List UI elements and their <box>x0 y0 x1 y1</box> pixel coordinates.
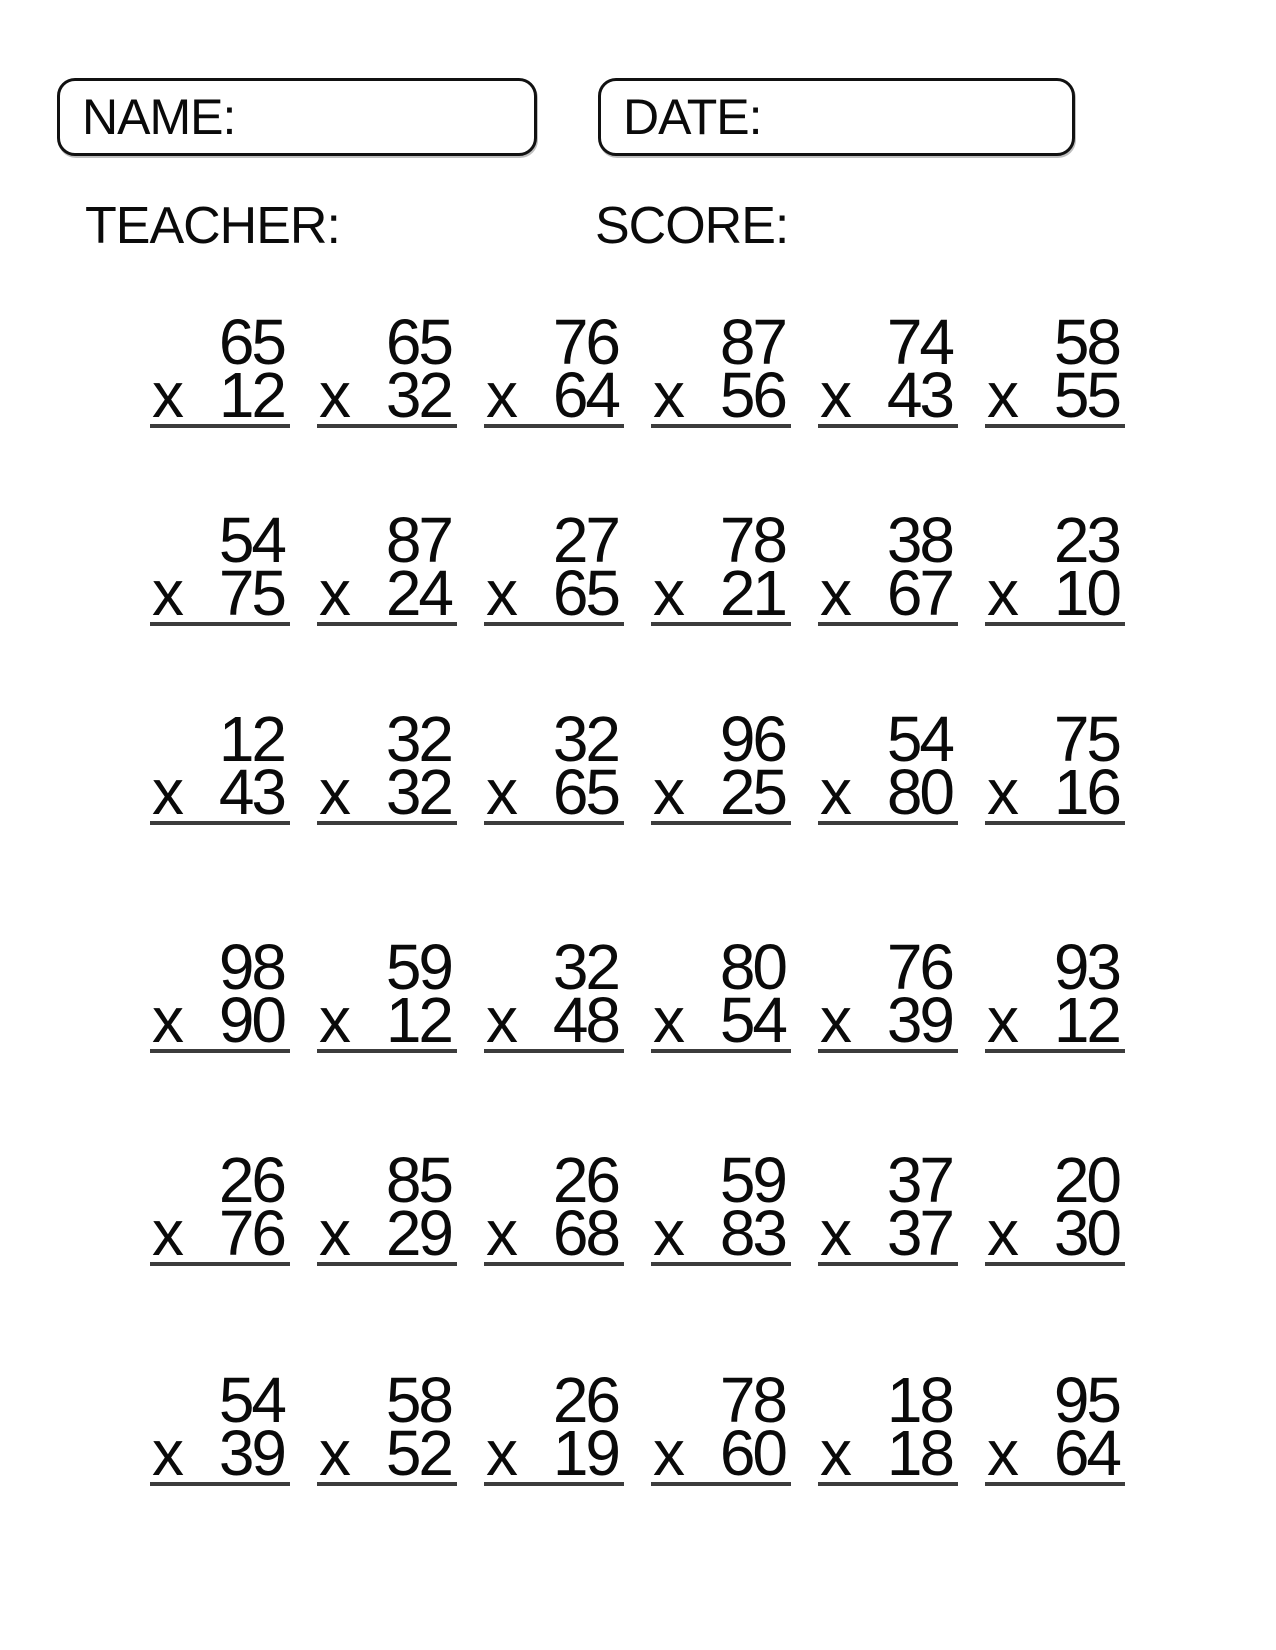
multiplicand: 76 <box>552 306 618 378</box>
problem-6-2 <box>317 1364 457 1489</box>
multiplier: 67 <box>886 557 952 629</box>
multiplicand: 23 <box>1053 504 1119 576</box>
multiplier-line <box>818 359 958 431</box>
problem-5-3 <box>484 1144 624 1269</box>
multiplier-line <box>317 1417 457 1489</box>
multiplicand: 75 <box>1053 703 1119 775</box>
multiplicand: 58 <box>385 1364 451 1436</box>
multiply-operator: x <box>152 756 181 828</box>
date-label: DATE: <box>623 89 762 145</box>
problem-2-4 <box>651 504 791 629</box>
multiplier-line <box>484 557 624 629</box>
multiplier: 43 <box>886 359 952 431</box>
multiply-operator: x <box>653 984 682 1056</box>
multiplier: 37 <box>886 1197 952 1269</box>
multiplier: 54 <box>719 984 785 1056</box>
multiplier-line <box>484 1197 624 1269</box>
multiplicand: 26 <box>552 1144 618 1216</box>
multiply-operator: x <box>820 1417 849 1489</box>
problem-row <box>150 931 1276 1056</box>
name-box <box>57 78 537 156</box>
multiplier-line <box>484 756 624 828</box>
multiplier-line <box>150 1197 290 1269</box>
problem-5-6 <box>985 1144 1125 1269</box>
multiplicand: 98 <box>218 931 284 1003</box>
multiplier-line <box>985 1417 1125 1489</box>
problem-row <box>150 703 1276 828</box>
multiplier: 29 <box>385 1197 451 1269</box>
problem-6-4 <box>651 1364 791 1489</box>
problem-5-5 <box>818 1144 958 1269</box>
problem-1-2 <box>317 306 457 431</box>
problem-6-3 <box>484 1364 624 1489</box>
name-label: NAME: <box>82 89 236 145</box>
multiplier: 83 <box>719 1197 785 1269</box>
multiplier-line <box>317 1197 457 1269</box>
multiplier: 64 <box>552 359 618 431</box>
multiplier-line <box>484 1417 624 1489</box>
problem-3-4 <box>651 703 791 828</box>
multiplicand: 20 <box>1053 1144 1119 1216</box>
multiplier: 56 <box>719 359 785 431</box>
multiplicand: 76 <box>886 931 952 1003</box>
multiplicand: 96 <box>719 703 785 775</box>
problem-2-2 <box>317 504 457 629</box>
problem-3-5 <box>818 703 958 828</box>
multiplicand: 78 <box>719 1364 785 1436</box>
multiplier-line <box>651 557 791 629</box>
multiplier: 12 <box>1053 984 1119 1056</box>
multiply-operator: x <box>820 984 849 1056</box>
multiplier: 24 <box>385 557 451 629</box>
multiplier-line <box>651 984 791 1056</box>
multiply-operator: x <box>987 984 1016 1056</box>
multiplier-line <box>818 756 958 828</box>
multiply-operator: x <box>486 1417 515 1489</box>
problem-4-1 <box>150 931 290 1056</box>
multiplier-line <box>150 557 290 629</box>
problem-5-4 <box>651 1144 791 1269</box>
problem-2-6 <box>985 504 1125 629</box>
problem-row <box>150 1144 1276 1269</box>
multiplicand: 26 <box>218 1144 284 1216</box>
multiplier-line <box>317 984 457 1056</box>
multiply-operator: x <box>987 557 1016 629</box>
multiply-operator: x <box>987 1417 1016 1489</box>
multiplier-line <box>317 756 457 828</box>
multiplier: 16 <box>1053 756 1119 828</box>
multiply-operator: x <box>653 359 682 431</box>
multiplicand: 37 <box>886 1144 952 1216</box>
problem-5-1 <box>150 1144 290 1269</box>
multiplier: 65 <box>552 557 618 629</box>
multiplicand: 32 <box>552 703 618 775</box>
multiplier: 32 <box>385 359 451 431</box>
multiplicand: 85 <box>385 1144 451 1216</box>
problem-1-4 <box>651 306 791 431</box>
multiplicand: 74 <box>886 306 952 378</box>
problem-3-2 <box>317 703 457 828</box>
multiplier: 39 <box>886 984 952 1056</box>
multiply-operator: x <box>152 359 181 431</box>
problem-3-3 <box>484 703 624 828</box>
multiplier: 19 <box>552 1417 618 1489</box>
multiply-operator: x <box>486 756 515 828</box>
problem-4-3 <box>484 931 624 1056</box>
problem-2-5 <box>818 504 958 629</box>
multiply-operator: x <box>820 1197 849 1269</box>
multiplier: 39 <box>218 1417 284 1489</box>
multiplier: 10 <box>1053 557 1119 629</box>
multiply-operator: x <box>820 359 849 431</box>
multiply-operator: x <box>319 1197 348 1269</box>
multiplier-line <box>651 359 791 431</box>
problem-6-5 <box>818 1364 958 1489</box>
problem-row <box>150 1364 1276 1489</box>
multiplier-line <box>985 557 1125 629</box>
multiplier: 25 <box>719 756 785 828</box>
multiply-operator: x <box>152 1417 181 1489</box>
multiplier-line <box>484 984 624 1056</box>
multiplier: 68 <box>552 1197 618 1269</box>
problem-3-6 <box>985 703 1125 828</box>
multiplier-line <box>651 1197 791 1269</box>
multiplicand: 26 <box>552 1364 618 1436</box>
multiplier-line <box>985 359 1125 431</box>
problem-row <box>150 306 1276 431</box>
multiplier-line <box>651 756 791 828</box>
multiplier: 80 <box>886 756 952 828</box>
problems-grid <box>150 306 1276 1489</box>
multiplier: 55 <box>1053 359 1119 431</box>
multiplier: 90 <box>218 984 284 1056</box>
multiply-operator: x <box>319 557 348 629</box>
problem-4-5 <box>818 931 958 1056</box>
multiplicand: 65 <box>218 306 284 378</box>
multiplier: 76 <box>218 1197 284 1269</box>
multiply-operator: x <box>319 984 348 1056</box>
multiplier-line <box>651 1417 791 1489</box>
multiply-operator: x <box>319 359 348 431</box>
problem-1-1 <box>150 306 290 431</box>
multiplier-line <box>818 1197 958 1269</box>
problem-2-1 <box>150 504 290 629</box>
multiplier: 60 <box>719 1417 785 1489</box>
multiply-operator: x <box>319 1417 348 1489</box>
problem-6-6 <box>985 1364 1125 1489</box>
multiplicand: 78 <box>719 504 785 576</box>
multiply-operator: x <box>486 359 515 431</box>
multiplier-line <box>985 1197 1125 1269</box>
multiplier: 65 <box>552 756 618 828</box>
multiplier: 43 <box>218 756 284 828</box>
multiplicand: 32 <box>552 931 618 1003</box>
multiply-operator: x <box>653 1417 682 1489</box>
problem-3-1 <box>150 703 290 828</box>
multiply-operator: x <box>987 756 1016 828</box>
multiplier-line <box>317 557 457 629</box>
multiply-operator: x <box>653 557 682 629</box>
multiplicand: 93 <box>1053 931 1119 1003</box>
problem-2-3 <box>484 504 624 629</box>
problem-row <box>150 504 1276 629</box>
multiplier-line <box>150 1417 290 1489</box>
multiply-operator: x <box>486 557 515 629</box>
multiply-operator: x <box>486 984 515 1056</box>
multiplier-line <box>818 1417 958 1489</box>
multiplier: 52 <box>385 1417 451 1489</box>
multiplier-line <box>818 557 958 629</box>
problem-4-6 <box>985 931 1125 1056</box>
multiply-operator: x <box>319 756 348 828</box>
multiplier-line <box>985 756 1125 828</box>
multiplicand: 59 <box>385 931 451 1003</box>
multiplier-line <box>818 984 958 1056</box>
multiplicand: 59 <box>719 1144 785 1216</box>
multiplier: 12 <box>385 984 451 1056</box>
multiplier: 30 <box>1053 1197 1119 1269</box>
multiply-operator: x <box>987 1197 1016 1269</box>
multiply-operator: x <box>987 359 1016 431</box>
multiplicand: 12 <box>218 703 284 775</box>
multiplicand: 65 <box>385 306 451 378</box>
multiplicand: 95 <box>1053 1364 1119 1436</box>
multiply-operator: x <box>486 1197 515 1269</box>
multiply-operator: x <box>152 1197 181 1269</box>
multiplicand: 27 <box>552 504 618 576</box>
multiplier-line <box>484 359 624 431</box>
multiplier: 12 <box>218 359 284 431</box>
problem-5-2 <box>317 1144 457 1269</box>
multiplier-line <box>150 984 290 1056</box>
multiplier: 75 <box>218 557 284 629</box>
multiplicand: 80 <box>719 931 785 1003</box>
multiplier-line <box>150 756 290 828</box>
multiplicand: 54 <box>218 1364 284 1436</box>
multiply-operator: x <box>653 756 682 828</box>
multiplier-line <box>150 359 290 431</box>
multiplicand: 32 <box>385 703 451 775</box>
date-box <box>598 78 1075 156</box>
problem-1-5 <box>818 306 958 431</box>
multiply-operator: x <box>820 756 849 828</box>
multiplicand: 54 <box>886 703 952 775</box>
multiplicand: 38 <box>886 504 952 576</box>
score-label: SCORE: <box>595 197 789 255</box>
problem-1-3 <box>484 306 624 431</box>
multiply-operator: x <box>152 984 181 1056</box>
multiplier: 48 <box>552 984 618 1056</box>
problem-6-1 <box>150 1364 290 1489</box>
multiplier-line <box>317 359 457 431</box>
teacher-label: TEACHER: <box>85 197 340 255</box>
multiplier: 64 <box>1053 1417 1119 1489</box>
problem-4-4 <box>651 931 791 1056</box>
multiplicand: 54 <box>218 504 284 576</box>
problem-1-6 <box>985 306 1125 431</box>
multiplicand: 58 <box>1053 306 1119 378</box>
multiply-operator: x <box>152 557 181 629</box>
multiplier: 32 <box>385 756 451 828</box>
multiplier: 21 <box>719 557 785 629</box>
multiply-operator: x <box>820 557 849 629</box>
multiplicand: 18 <box>886 1364 952 1436</box>
multiplier: 18 <box>886 1417 952 1489</box>
multiplicand: 87 <box>385 504 451 576</box>
problem-4-2 <box>317 931 457 1056</box>
multiply-operator: x <box>653 1197 682 1269</box>
multiplicand: 87 <box>719 306 785 378</box>
multiplier-line <box>985 984 1125 1056</box>
